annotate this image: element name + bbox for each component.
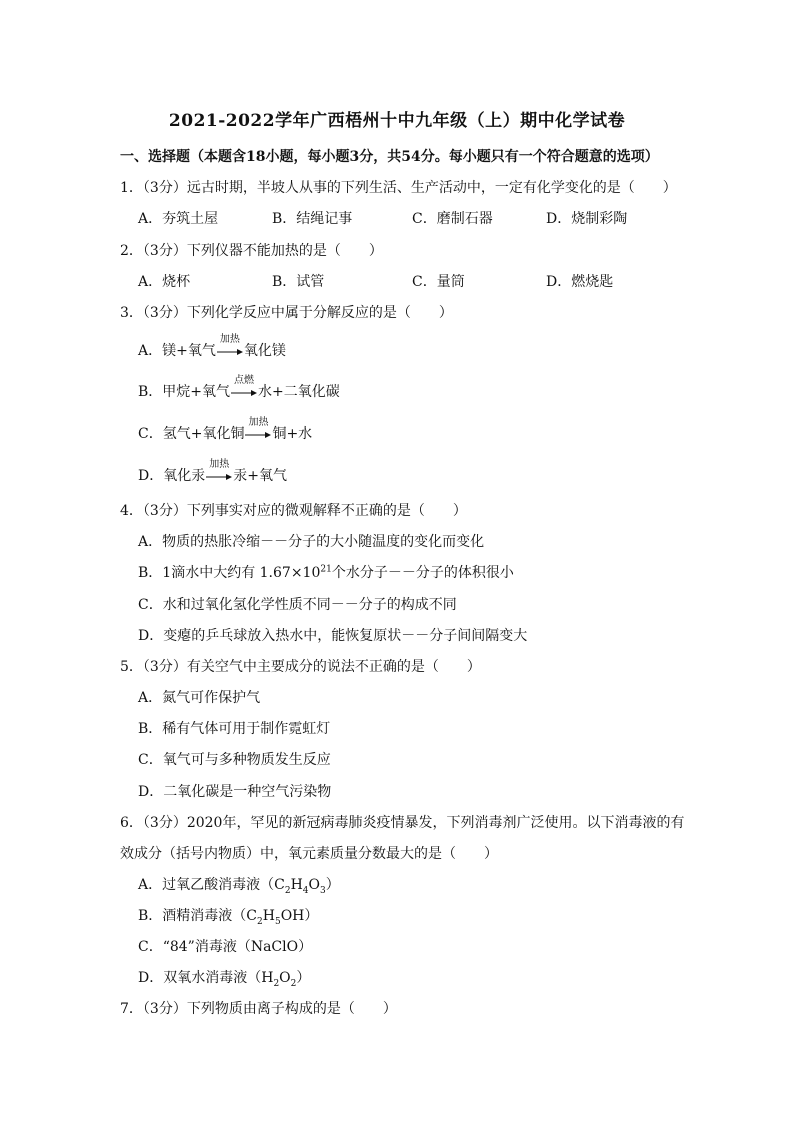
question-1-option-a[interactable]: A．夯筑土屋	[138, 211, 219, 227]
question-6-option-a[interactable]	[138, 874, 340, 894]
products: 铜+水	[272, 426, 313, 442]
question-3-stem: 3．（3分）下列化学反应中属于分解反应的是（ ）	[120, 305, 453, 321]
subscript: 2	[284, 885, 291, 896]
option-text: ）	[296, 970, 311, 986]
option-text: A．过氧乙酸消毒液（C	[138, 877, 285, 893]
question-4-option-a[interactable]: A．物质的热胀冷缩－－分子的大小随温度的变化而变化	[138, 534, 485, 550]
question-7-stem: 7．（3分）下列物质由离子构成的是（ ）	[120, 1001, 397, 1017]
reaction-condition: 加热	[248, 417, 269, 428]
question-4-option-d[interactable]: D．变瘪的乒乓球放入热水中，能恢复原状－－分子间间隔变大	[138, 628, 528, 644]
question-2-option-d[interactable]: D．燃烧匙	[546, 274, 614, 290]
question-5-option-a[interactable]: A．氮气可作保护气	[138, 690, 261, 706]
reaction-arrow-icon	[217, 334, 243, 358]
question-6-option-d[interactable]	[138, 967, 310, 987]
reactants: B．甲烷+氧气	[138, 384, 231, 400]
question-5-option-c[interactable]: C．氧气可与多种物质发生反应	[138, 752, 331, 768]
question-4-stem: 4．（3分）下列事实对应的微观解释不正确的是（ ）	[120, 503, 467, 519]
reaction-arrow-icon	[231, 375, 257, 399]
question-1-option-d[interactable]: D．烧制彩陶	[546, 211, 628, 227]
option-text: O	[279, 970, 291, 986]
option-text: 个水分子－－分子的体积很小	[331, 565, 514, 581]
option-text: O	[308, 877, 320, 893]
reaction-arrow-icon	[206, 459, 232, 483]
question-3-option-a[interactable]	[138, 334, 286, 360]
subscript: 3	[320, 885, 326, 896]
section-heading: 一、选择题（本题含18小题，每小题3分，共54分。每小题只有一个符合题意的选项）	[120, 149, 659, 165]
reactants: D．氧化汞	[138, 468, 206, 484]
question-2-stem: 2．（3分）下列仪器不能加热的是（ ）	[120, 243, 383, 259]
option-text: B．1滴水中大约有 1.67×10	[138, 565, 321, 581]
question-4-option-c[interactable]: C．水和过氧化氢化学性质不同－－分子的构成不同	[138, 597, 457, 613]
question-2-option-b[interactable]: B．试管	[272, 274, 325, 290]
option-text: ）	[325, 877, 340, 893]
products: 氧化镁	[243, 343, 286, 359]
products: 水+二氧化碳	[258, 384, 340, 400]
question-2-option-c[interactable]: C．量筒	[412, 274, 465, 290]
subscript: 2	[257, 916, 263, 927]
subscript: 4	[302, 885, 309, 896]
question-6-option-b[interactable]	[138, 905, 318, 925]
question-3-option-d[interactable]	[138, 459, 287, 485]
question-2-option-a[interactable]: A．烧杯	[138, 274, 191, 290]
question-5-option-d[interactable]: D．二氧化碳是一种空气污染物	[138, 784, 332, 800]
reaction-condition: 点燃	[234, 375, 255, 386]
question-5-option-b[interactable]: B．稀有气体可用于制作霓虹灯	[138, 721, 331, 737]
reaction-condition: 加热	[209, 459, 230, 470]
option-text: H	[290, 877, 303, 893]
reaction-condition: 加热	[219, 334, 240, 345]
question-4-option-b[interactable]	[138, 562, 514, 582]
option-text: D．双氧水消毒液（H	[138, 970, 274, 986]
reaction-arrow-icon	[245, 417, 271, 441]
question-1-stem: 1．（3分）远古时期，半坡人从事的下列生活、生产活动中，一定有化学变化的是（ ）	[120, 180, 677, 196]
question-3-option-b[interactable]	[138, 375, 340, 401]
question-1-option-c[interactable]: C．磨制石器	[412, 211, 493, 227]
products: 汞+氧气	[233, 468, 287, 484]
question-6-option-c[interactable]: C．“84”消毒液（NaClO）	[138, 939, 313, 955]
option-text: H	[262, 908, 275, 924]
reactants: A．镁+氧气	[138, 343, 216, 359]
subscript: 5	[274, 916, 281, 927]
reactants: C．氢气+氧化铜	[138, 426, 245, 442]
question-6-stem-line2: 效成分（括号内物质）中，氧元素质量分数最大的是（ ）	[120, 846, 498, 862]
subscript: 2	[273, 978, 280, 989]
subscript: 2	[290, 978, 297, 989]
option-text: B．酒精消毒液（C	[138, 908, 257, 924]
page-title: 2021-2022学年广西梧州十中九年级（上）期中化学试卷	[168, 111, 626, 131]
question-5-stem: 5．（3分）有关空气中主要成分的说法不正确的是（ ）	[120, 659, 481, 675]
question-1-option-b[interactable]: B．结绳记事	[272, 211, 353, 227]
exponent: 21	[320, 564, 332, 575]
question-3-option-c[interactable]	[138, 417, 313, 443]
question-6-stem-line1: 6．（3分）2020年，罕见的新冠病毒肺炎疫情暴发，下列消毒剂广泛使用。以下消毒液的有	[120, 815, 685, 831]
option-text: OH）	[280, 908, 319, 924]
